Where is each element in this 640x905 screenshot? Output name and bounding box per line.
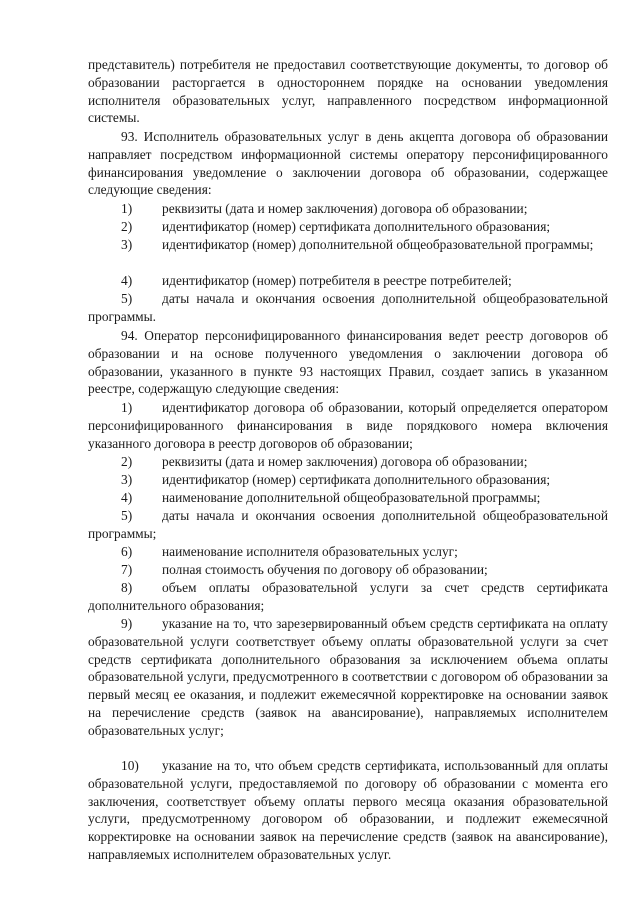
list-item-94-8: [88, 579, 608, 615]
list-number: 10): [121, 758, 139, 773]
paragraph-continuation: представитель) потребителя не предоставил соответствующие документы, то договор об образовании расторгается в одностороннем порядке на основании уведомления исполнителя образовательных услуг, направленного посредством информационной системы.: [88, 57, 608, 126]
list-item-94-10: [88, 757, 608, 864]
list-number: 7): [121, 562, 133, 577]
list-item-93-5: [88, 290, 608, 326]
list-item-94-9: [88, 615, 608, 740]
list-text: даты начала и окончания освоения дополнительной общеобразовательной программы;: [88, 508, 608, 541]
list-text: идентификатор (номер) дополнительной общеобразовательной программы;: [162, 237, 594, 252]
list-text: наименование дополнительной общеобразовательной программы;: [162, 490, 541, 505]
list-text: идентификатор договора об образовании, который определяется оператором персонифицированного финансирования в виде порядкового номера включения указанного договора в реестр договоров об образовании;: [88, 400, 608, 451]
list-number: 8): [121, 580, 133, 595]
paragraph-93: 93. Исполнитель образовательных услуг в день акцепта договора об образовании направляет посредством информационной системы оператору персонифицированного финансирования уведомление о заключении договора об образовании, содержащее следующие сведения:: [88, 129, 608, 198]
list-text: объем оплаты образовательной услуги за счет средств сертификата дополнительного образования;: [88, 580, 608, 613]
list-number: 4): [121, 490, 133, 505]
list-item-94-7: [88, 561, 608, 579]
list-text: реквизиты (дата и номер заключения) договора об образовании;: [162, 454, 528, 469]
list-text: указание на то, что объем средств сертификата, использованный для оплаты образовательной услуги, предоставляемой по договору об образовании с момента его заключения, соответствует объему оплаты первого месяца оказания образовательной услуги, предусмотренному договором об образовании, и подлежит ежемесячной корректировке на основании заявок на перечисление средств (заявок на авансирование), направляемых исполнителем образовательных услуг.: [88, 758, 608, 862]
list-number: 1): [121, 400, 133, 415]
list-item-93-2: [88, 218, 608, 236]
list-text: идентификатор (номер) сертификата дополнительного образования;: [162, 219, 551, 234]
list-text: наименование исполнителя образовательных услуг;: [162, 544, 458, 559]
list-number: 5): [121, 291, 133, 306]
paragraph-94: 94. Оператор персонифицированного финансирования ведет реестр договоров об образовании и на основе полученного уведомления о заключении договора об образовании, указанного в пункте 93 настоящих Правил, создает запись в указанном реестре, содержащую следующие сведения:: [88, 328, 608, 397]
list-number: 2): [121, 219, 133, 234]
list-item-93-1: [88, 200, 608, 218]
list-text: указание на то, что зарезервированный объем средств сертификата на оплату образовательной услуги соответствует объему оплаты образовательной услуги за счет средств сертификата дополнительного образования за исключением объема оплаты образовательной услуги, предусмотренного в соответствии с договором об образовании за первый месяц ее оказания, и подлежит ежемесячной корректировке на основании заявок на перечисление средств (заявок на авансирование), направляемых исполнителем образовательных услуг;: [88, 616, 608, 738]
list-number: 3): [121, 472, 133, 487]
list-item-94-5: [88, 507, 608, 543]
list-number: 1): [121, 201, 133, 216]
list-number: 9): [121, 616, 133, 631]
list-text: полная стоимость обучения по договору об образовании;: [162, 562, 488, 577]
list-item-94-2: [88, 453, 608, 471]
list-item-94-6: [88, 543, 608, 561]
list-text: идентификатор (номер) потребителя в реестре потребителей;: [162, 273, 512, 288]
list-number: 5): [121, 508, 133, 523]
list-number: 3): [121, 237, 133, 252]
list-text: реквизиты (дата и номер заключения) договора об образовании;: [162, 201, 528, 216]
list-number: 2): [121, 454, 133, 469]
list-item-93-3: [88, 236, 608, 254]
list-number: 4): [121, 273, 133, 288]
list-item-94-1: [88, 399, 608, 452]
list-text: даты начала и окончания освоения дополнительной общеобразовательной программы.: [88, 291, 608, 324]
list-number: 6): [121, 544, 133, 559]
list-item-94-3: [88, 471, 608, 489]
list-item-94-4: [88, 489, 608, 507]
list-text: идентификатор (номер) сертификата дополнительного образования;: [162, 472, 551, 487]
list-item-93-4: [88, 272, 608, 290]
